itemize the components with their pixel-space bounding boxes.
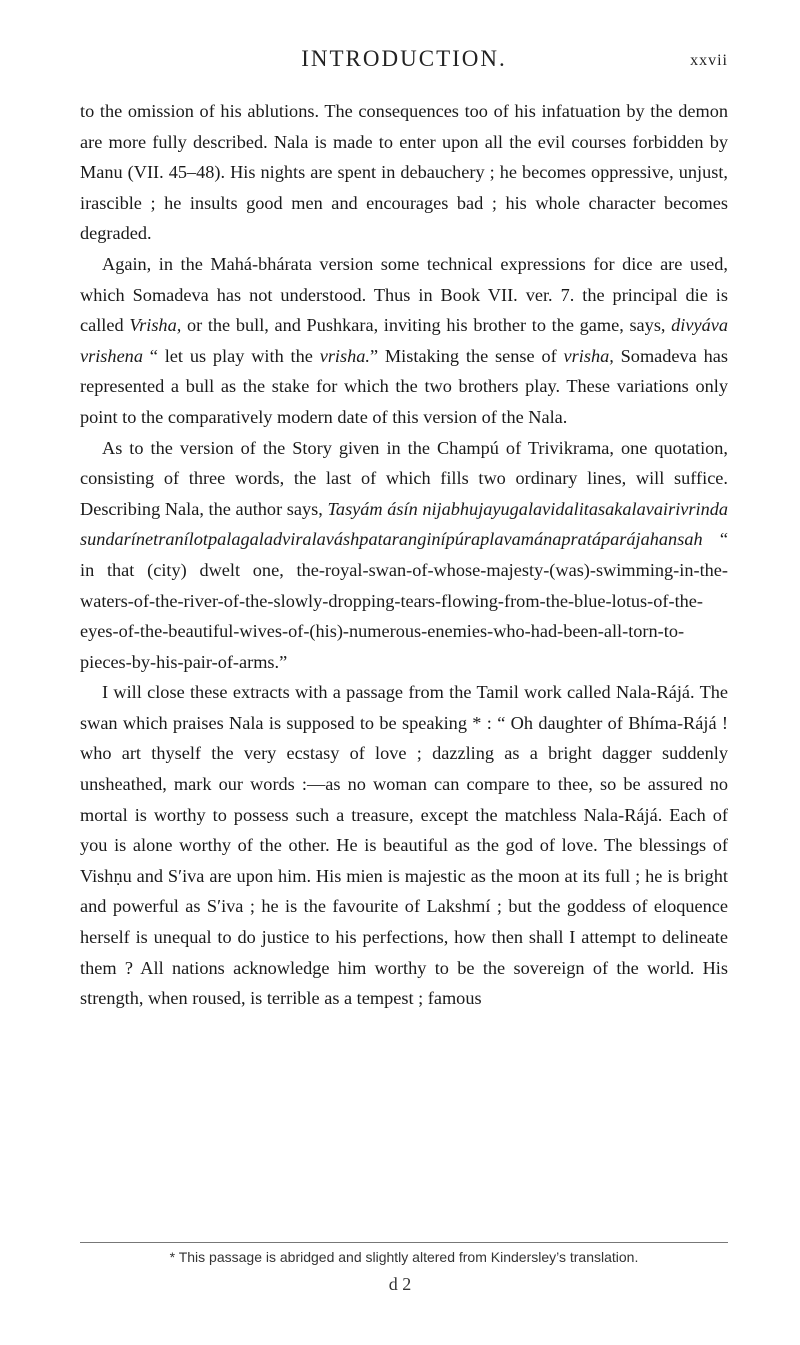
paragraph-2 [80,249,728,433]
term-divyava-vrishena: divyáva vrishena [80,315,728,366]
paragraph-1-text: to the omission of his ablutions. The consequences too of his infatuation by the demon are more fully described. Nala is made to enter upon all the evil courses forbidden by Manu (VII. 45–48). His nights are spent in debauchery ; he becomes oppressive, unjust, irascible ; he insults good men and encourages bad ; his whole character becomes degraded. [80,101,728,244]
paragraph-2-text-c: or the bull, and Pushkara, inviting his brother to the game, says, [181,315,672,336]
paragraph-3-text-a: As to the version of the Story given in the Champú of Trivikrama, one quotation, consisting of three words, the last of which fills two ordinary lines, will suffice. Describing Nala, the author says, [80,437,728,519]
paragraph-1 [80,96,728,249]
page-number: xxvii [690,52,728,69]
paragraph-3-text-c: “ in that (city) dwelt one, the-royal-swan-of-whose-majesty-(was)-swimming-in-the-waters-of-the-river-of-the-slowly-dropping-tears-flowing-from-the-blue-lotus-of-the-eyes-of-the-beautiful-wives-of-(his)-numerous-enemies-who-had-been-all-torn-to-pieces-by-his-pair-of-arms.” [80,529,728,672]
footnote: * This passage is abridged and slightly altered from Kindersley’s translation. [169,1249,639,1265]
paragraph-2-text-i: Somadeva has represented a bull as the stake for which the two brothers play. These variations only point to the comparatively modern date of this version of the Nala. [80,345,728,427]
paragraph-4-text: I will close these extracts with a passage from the Tamil work called Nala-Rájá. The swan which praises Nala is supposed to be speaking * : “ Oh daughter of Bhíma-Rájá ! who art thyself the very ecstasy of love ; dazzling as a bright dagger suddenly unsheathed, mark our words :—as no woman can compare to thee, so be assured no mortal is worthy to possess such a treasure, except the matchless Nala-Rájá. Each of you is alone worthy of the other. He is beautiful as the god of love. The blessings of Vishṇu and S′iva are upon him. His mien is majestic as the moon at its full ; he is bright and powerful as S′iva ; he is the favourite of Lakshmí ; but the goddess of eloquence herself is unequal to do justice to his perfections, how then shall I attempt to delineate them ? All nations acknowledge him worthy to be the sovereign of the world. His strength, when roused, is terrible as a tempest ; famous [80,682,728,1009]
signature-mark: d 2 [388,1274,412,1294]
footnote-divider [80,1242,728,1243]
paragraph-2-text-e: “ let us play with the [142,345,320,366]
running-title: INTRODUCTION. [301,46,507,71]
term-vrisha: Vrisha, [129,315,182,336]
paragraph-2-text-g: ” Mistaking the sense of [369,345,564,366]
body-text [80,96,728,1014]
term-vrisha-quote: vrisha. [319,345,370,366]
term-vrisha-sense: vrisha, [563,345,614,366]
paragraph-3 [80,433,728,678]
running-header [80,46,728,86]
paragraph-2-text-a: Again, in the Mahá-bhárata version some technical expressions for dice are used, which Somadeva has not understood. Thus in Book VII. ver. 7. the principal die is called [80,253,728,336]
paragraph-4 [80,677,728,1014]
sanskrit-compound: Tasyám ásín nijabhujayugalavidalitasakalavairivrindasundarínetranílotpalagaladviralaváshpataranginípúraplavamánapratáparájahansah [80,498,729,550]
